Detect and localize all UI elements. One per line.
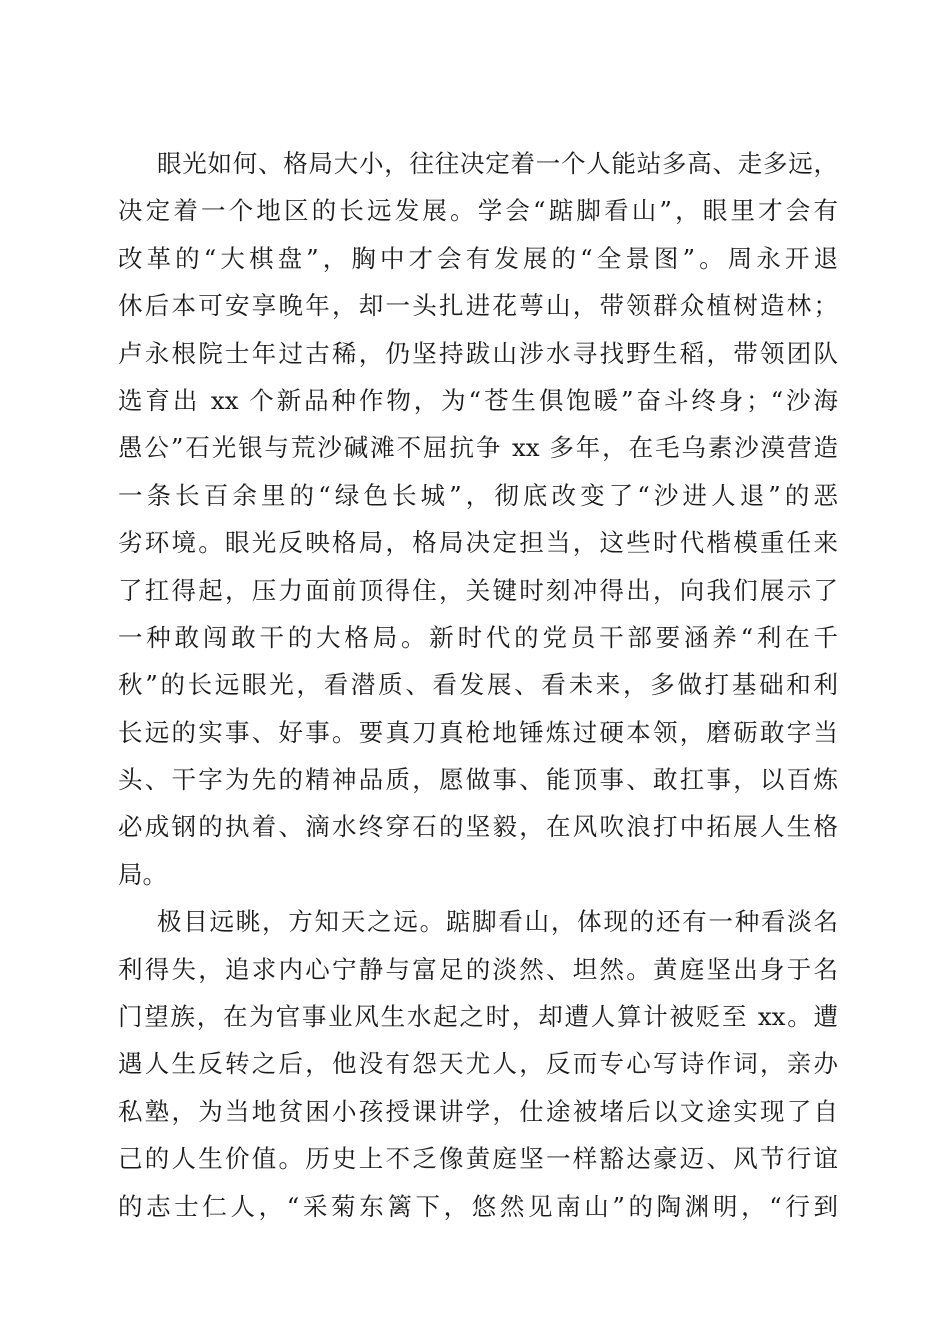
paragraph-1: [118, 140, 838, 898]
text-line: 的志士仁人，“采菊东篱下，悠然见南山”的陶渊明，“行到: [118, 1191, 838, 1221]
text-line: 休后本可安享晚年，却一头扎进花萼山，带领群众植树造林；: [118, 291, 838, 321]
text-line: 头、干字为先的精神品质，愿做事、能顶事、敢扛事，以百炼: [118, 765, 838, 795]
text-line: 劣环境。眼光反映格局，格局决定担当，这些时代楷模重任来: [118, 528, 838, 558]
text-line: 私塾，为当地贫困小孩授课讲学，仕途被堵后以文途实现了自: [118, 1096, 838, 1126]
text-line: 长远的实事、好事。要真刀真枪地锤炼过硬本领，磨砺敢字当: [118, 717, 838, 747]
document-body: [118, 140, 838, 1230]
text-line: 眼光如何、格局大小，往往决定着一个人能站多高、走多远，: [157, 149, 838, 178]
text-line: 利得失，追求内心宁静与富足的淡然、坦然。黄庭坚出身于名: [118, 954, 838, 984]
text-line: 局。: [118, 859, 167, 889]
text-line: 必成钢的执着、滴水终穿石的坚毅，在风吹浪打中拓展人生格: [118, 812, 838, 842]
text-line: 卢永根院士年过古稀，仍坚持跋山涉水寻找野生稻，带领团队: [118, 338, 838, 368]
text-line: 极目远眺，方知天之远。踮脚看山，体现的还有一种看淡名: [157, 907, 838, 937]
paragraph-2: [118, 898, 838, 1230]
text-line: 一种敢闯敢干的大格局。新时代的党员干部要涵养“利在千: [118, 622, 838, 652]
text-line: 遇人生反转之后，他没有怨天尤人，反而专心写诗作词，亲办: [118, 1049, 838, 1079]
text-line: 秋”的长远眼光，看潜质、看发展、看未来，多做打基础和利: [118, 670, 838, 700]
text-line: 门望族，在为官事业风生水起之时，却遭人算计被贬至 xx。遭: [118, 1002, 838, 1032]
text-line: 改革的“大棋盘”，胸中才会有发展的“全景图”。周永开退: [118, 243, 838, 273]
text-line: 了扛得起，压力面前顶得住，关键时刻冲得出，向我们展示了: [118, 575, 838, 605]
text-line: 己的人生价值。历史上不乏像黄庭坚一样豁达豪迈、风节行谊: [118, 1144, 838, 1174]
text-line: 愚公”石光银与荒沙碱滩不屈抗争 xx 多年，在毛乌素沙漠营造: [118, 433, 838, 463]
text-line: 决定着一个地区的长远发展。学会“踮脚看山”，眼里才会有: [118, 196, 838, 226]
text-line: 选育出 xx 个新品种作物，为“苍生俱饱暖”奋斗终身；“沙海: [118, 385, 838, 415]
text-line: 一条长百余里的“绿色长城”，彻底改变了“沙进人退”的恶: [118, 480, 838, 510]
